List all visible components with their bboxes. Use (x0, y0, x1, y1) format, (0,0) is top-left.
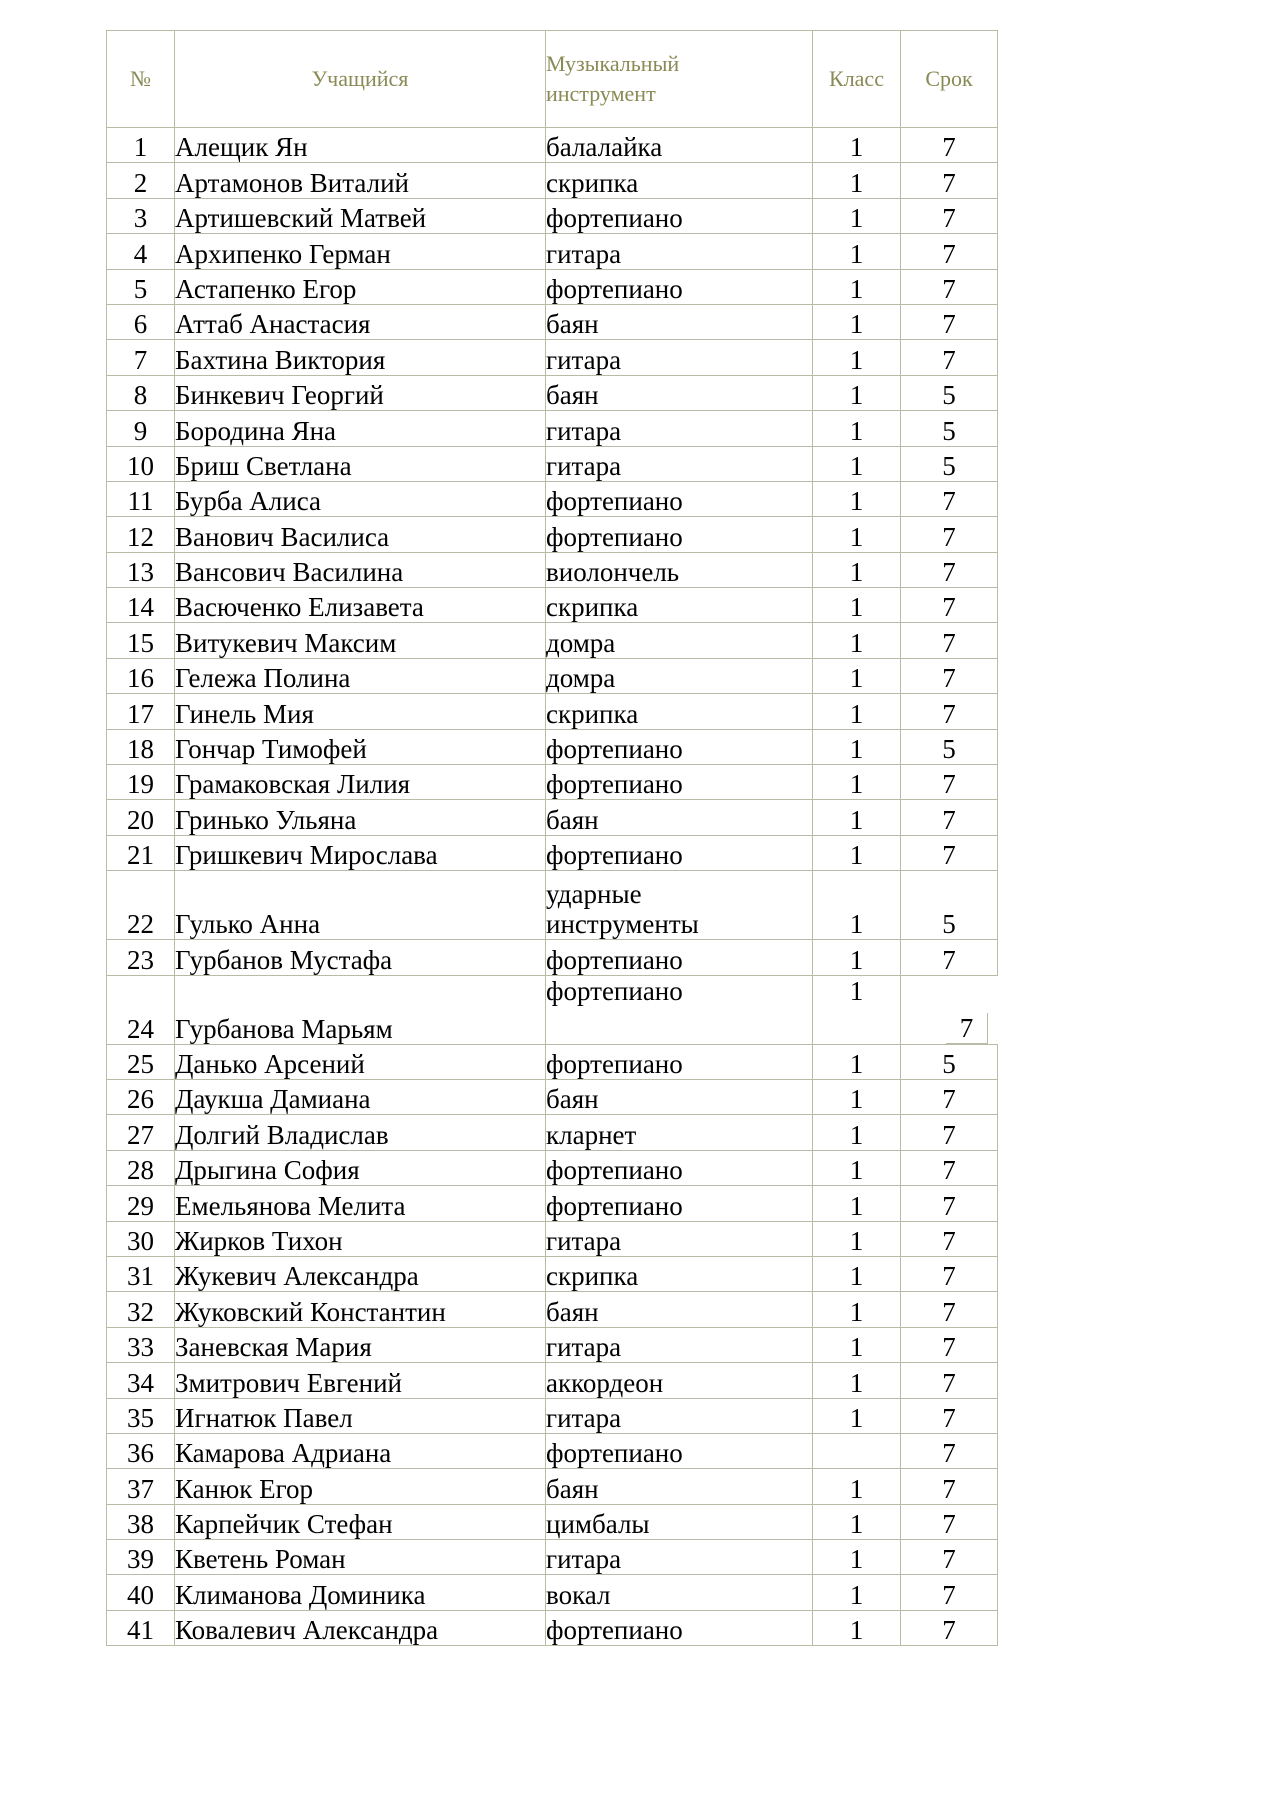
table-row (107, 1504, 998, 1539)
term-value: 7 (901, 623, 998, 658)
term-value: 7 (901, 588, 998, 623)
term-value: 7 (901, 1540, 998, 1575)
instrument (546, 871, 813, 940)
class-value: 1 (813, 835, 901, 870)
table-row (107, 1469, 998, 1504)
instrument: фортепиано (546, 481, 813, 516)
class-value: 1 (813, 765, 901, 800)
student-name: Даукша Дамиана (175, 1079, 546, 1114)
row-number: 15 (107, 623, 175, 658)
class-value: 1 (813, 1540, 901, 1575)
instrument: гитара (546, 1221, 813, 1256)
term-value: 7 (901, 517, 998, 552)
term-value: 7 (901, 234, 998, 269)
table-row (107, 1256, 998, 1291)
header-student: Учащийся (175, 31, 546, 128)
table-row (107, 1575, 998, 1610)
class-value: 1 (813, 128, 901, 163)
instrument: аккордеон (546, 1363, 813, 1398)
term-value: 7 (901, 1256, 998, 1291)
instrument: фортепиано (546, 1433, 813, 1468)
class-value: 1 (813, 1115, 901, 1150)
student-name: Алещик Ян (175, 128, 546, 163)
table-row (107, 163, 998, 198)
class-value: 1 (813, 1575, 901, 1610)
table-header-row (107, 31, 998, 128)
student-name: Камарова Адриана (175, 1433, 546, 1468)
instrument: скрипка (546, 694, 813, 729)
instrument: гитара (546, 1327, 813, 1362)
row-number: 30 (107, 1221, 175, 1256)
instrument: фортепиано (546, 975, 813, 1044)
class-value: 1 (813, 1186, 901, 1221)
table-row (107, 128, 998, 163)
term-value: 5 (901, 411, 998, 446)
row-number: 12 (107, 517, 175, 552)
header-class: Класс (813, 31, 901, 128)
table-row (107, 198, 998, 233)
row-number: 9 (107, 411, 175, 446)
student-name: Гурбанова Марьям (175, 975, 546, 1044)
class-value: 1 (813, 411, 901, 446)
table-row (107, 1292, 998, 1327)
row-number: 23 (107, 940, 175, 975)
instrument: баян (546, 800, 813, 835)
class-value: 1 (813, 658, 901, 693)
table-row (107, 1115, 998, 1150)
row-number: 2 (107, 163, 175, 198)
student-name: Гулько Анна (175, 871, 546, 940)
row-number: 39 (107, 1540, 175, 1575)
term-value: 7 (901, 481, 998, 516)
instrument: виолончель (546, 552, 813, 587)
table-row (107, 517, 998, 552)
class-value: 1 (813, 623, 901, 658)
student-name: Гринько Ульяна (175, 800, 546, 835)
class-value: 1 (813, 1363, 901, 1398)
row-number: 34 (107, 1363, 175, 1398)
instrument: баян (546, 375, 813, 410)
student-name: Бахтина Виктория (175, 340, 546, 375)
table-row (107, 1540, 998, 1575)
row-number: 18 (107, 729, 175, 764)
class-value: 1 (813, 481, 901, 516)
student-name: Заневская Мария (175, 1327, 546, 1362)
class-value: 1 (813, 234, 901, 269)
row-number: 28 (107, 1150, 175, 1185)
table-row (107, 800, 998, 835)
instrument: скрипка (546, 1256, 813, 1291)
table-row (107, 1398, 998, 1433)
term-value: 7 (901, 128, 998, 163)
table-body (107, 128, 998, 1646)
term-value: 5 (901, 1044, 998, 1079)
student-name: Гурбанов Мустафа (175, 940, 546, 975)
row-number: 8 (107, 375, 175, 410)
table-row (107, 1044, 998, 1079)
row-number: 11 (107, 481, 175, 516)
row-number: 5 (107, 269, 175, 304)
row-number: 26 (107, 1079, 175, 1114)
row-number: 20 (107, 800, 175, 835)
row-number: 41 (107, 1610, 175, 1645)
table-row (107, 1610, 998, 1645)
student-name: Данько Арсений (175, 1044, 546, 1079)
table-row (107, 446, 998, 481)
term-value: 7 (901, 198, 998, 233)
student-name: Витукевич Максим (175, 623, 546, 658)
student-name: Жукевич Александра (175, 1256, 546, 1291)
table-row (107, 481, 998, 516)
term-value: 7 (901, 552, 998, 587)
class-value: 1 (813, 800, 901, 835)
table-row (107, 765, 998, 800)
instrument: гитара (546, 411, 813, 446)
term-value: 7 (901, 1079, 998, 1114)
table-row (107, 1363, 998, 1398)
student-name: Бородина Яна (175, 411, 546, 446)
row-number: 24 (107, 975, 175, 1044)
class-value: 1 (813, 375, 901, 410)
class-value: 1 (813, 198, 901, 233)
term-value: 7 (901, 1575, 998, 1610)
student-name: Вансович Василина (175, 552, 546, 587)
instrument: фортепиано (546, 1610, 813, 1645)
instrument: фортепиано (546, 835, 813, 870)
row-number: 13 (107, 552, 175, 587)
class-value: 1 (813, 1256, 901, 1291)
student-name: Игнатюк Павел (175, 1398, 546, 1433)
row-number: 38 (107, 1504, 175, 1539)
row-number: 1 (107, 128, 175, 163)
row-number: 14 (107, 588, 175, 623)
table-row (107, 871, 998, 940)
class-value: 1 (813, 1610, 901, 1645)
class-value: 1 (813, 1221, 901, 1256)
class-value: 1 (813, 588, 901, 623)
term-value: 7 (901, 694, 998, 729)
class-value: 1 (813, 871, 901, 940)
term-value: 5 (901, 729, 998, 764)
term-value: 7 (901, 1115, 998, 1150)
row-number: 22 (107, 871, 175, 940)
instrument: балалайка (546, 128, 813, 163)
row-number: 21 (107, 835, 175, 870)
student-name: Гележа Полина (175, 658, 546, 693)
header-number: № (107, 31, 175, 128)
row-number: 6 (107, 304, 175, 339)
student-name: Кветень Роман (175, 1540, 546, 1575)
instrument: скрипка (546, 588, 813, 623)
term-value: 7 (901, 1610, 998, 1645)
table-row (107, 623, 998, 658)
instrument: гитара (546, 234, 813, 269)
term-value: 7 (901, 1504, 998, 1539)
row-number: 32 (107, 1292, 175, 1327)
table-row (107, 1150, 998, 1185)
row-number: 31 (107, 1256, 175, 1291)
student-name: Долгий Владислав (175, 1115, 546, 1150)
term-value: 7 (901, 658, 998, 693)
term-value: 7 (901, 1292, 998, 1327)
class-value: 1 (813, 1292, 901, 1327)
class-value: 1 (813, 1398, 901, 1433)
table-row (107, 1327, 998, 1362)
term-value: 5 (901, 375, 998, 410)
class-value: 1 (813, 940, 901, 975)
instrument: вокал (546, 1575, 813, 1610)
row-number: 37 (107, 1469, 175, 1504)
row-number: 16 (107, 658, 175, 693)
table-row (107, 304, 998, 339)
header-term: Срок (901, 31, 998, 128)
term-value: 7 (901, 800, 998, 835)
instrument: домра (546, 658, 813, 693)
student-name: Климанова Доминика (175, 1575, 546, 1610)
student-name: Гончар Тимофей (175, 729, 546, 764)
term-value: 7 (901, 1433, 998, 1468)
class-value: 1 (813, 1327, 901, 1362)
student-name: Змитрович Евгений (175, 1363, 546, 1398)
instrument: домра (546, 623, 813, 658)
table-row (107, 729, 998, 764)
student-name: Жуковский Константин (175, 1292, 546, 1327)
table-row (107, 234, 998, 269)
table-row (107, 269, 998, 304)
class-value: 1 (813, 1044, 901, 1079)
class-value: 1 (813, 269, 901, 304)
class-value: 1 (813, 446, 901, 481)
instrument: цимбалы (546, 1504, 813, 1539)
table-row (107, 835, 998, 870)
instrument: баян (546, 304, 813, 339)
class-value: 1 (813, 729, 901, 764)
instrument: фортепиано (546, 1044, 813, 1079)
instrument: баян (546, 1079, 813, 1114)
row-number: 27 (107, 1115, 175, 1150)
table-row (107, 940, 998, 975)
term-value: 5 (901, 871, 998, 940)
class-value: 1 (813, 1504, 901, 1539)
student-name: Бинкевич Георгий (175, 375, 546, 410)
student-name: Артишевский Матвей (175, 198, 546, 233)
term-value: 7 (901, 1363, 998, 1398)
student-name: Карпейчик Стефан (175, 1504, 546, 1539)
term-value: 7 (901, 940, 998, 975)
row-number: 40 (107, 1575, 175, 1610)
class-value: 1 (813, 340, 901, 375)
instrument: фортепиано (546, 765, 813, 800)
student-name: Васюченко Елизавета (175, 588, 546, 623)
term-value: 7 (901, 1221, 998, 1256)
student-name: Бурба Алиса (175, 481, 546, 516)
instrument: гитара (546, 1398, 813, 1433)
header-instrument (546, 31, 813, 128)
table-row (107, 552, 998, 587)
instrument-line2: инструменты (546, 909, 699, 940)
table-row (107, 1433, 998, 1468)
student-name: Ванович Василиса (175, 517, 546, 552)
student-name: Грамаковская Лилия (175, 765, 546, 800)
class-value: 1 (813, 552, 901, 587)
term-value (901, 975, 998, 1044)
student-name: Емельянова Мелита (175, 1186, 546, 1221)
student-name: Астапенко Егор (175, 269, 546, 304)
student-name: Аттаб Анастасия (175, 304, 546, 339)
row-number: 3 (107, 198, 175, 233)
row-number: 25 (107, 1044, 175, 1079)
class-value: 1 (813, 163, 901, 198)
instrument: фортепиано (546, 1150, 813, 1185)
student-name: Канюк Егор (175, 1469, 546, 1504)
table-row (107, 694, 998, 729)
table-row (107, 340, 998, 375)
student-name: Бриш Светлана (175, 446, 546, 481)
row-number: 33 (107, 1327, 175, 1362)
student-name: Гинель Мия (175, 694, 546, 729)
term-value: 5 (901, 446, 998, 481)
term-value: 7 (901, 304, 998, 339)
row-number: 10 (107, 446, 175, 481)
class-value: 1 (813, 694, 901, 729)
row-number: 7 (107, 340, 175, 375)
term-value: 7 (901, 163, 998, 198)
row-number: 35 (107, 1398, 175, 1433)
table-row (107, 588, 998, 623)
instrument: фортепиано (546, 198, 813, 233)
class-value: 1 (813, 304, 901, 339)
term-value-text: 7 (946, 1013, 989, 1044)
student-name: Гришкевич Мирослава (175, 835, 546, 870)
row-number: 17 (107, 694, 175, 729)
instrument: баян (546, 1469, 813, 1504)
instrument: фортепиано (546, 940, 813, 975)
term-value: 7 (901, 1398, 998, 1433)
row-number: 4 (107, 234, 175, 269)
header-instrument-line2: инструмент (546, 81, 656, 106)
student-name: Архипенко Герман (175, 234, 546, 269)
table-row (107, 1079, 998, 1114)
class-value: 1 (813, 1469, 901, 1504)
term-value: 7 (901, 340, 998, 375)
students-table (106, 30, 998, 1646)
instrument: фортепиано (546, 729, 813, 764)
instrument: скрипка (546, 163, 813, 198)
term-value: 7 (901, 1186, 998, 1221)
term-value: 7 (901, 1327, 998, 1362)
term-value: 7 (901, 835, 998, 870)
term-value: 7 (901, 1469, 998, 1504)
instrument: баян (546, 1292, 813, 1327)
instrument: гитара (546, 340, 813, 375)
term-value: 7 (901, 269, 998, 304)
instrument: фортепиано (546, 1186, 813, 1221)
student-name: Дрыгина София (175, 1150, 546, 1185)
instrument: гитара (546, 1540, 813, 1575)
table-row (107, 375, 998, 410)
table-row (107, 1186, 998, 1221)
table-row (107, 411, 998, 446)
term-value: 7 (901, 1150, 998, 1185)
term-value: 7 (901, 765, 998, 800)
student-name: Ковалевич Александра (175, 1610, 546, 1645)
instrument-line1: ударные (546, 879, 642, 910)
student-name: Артамонов Виталий (175, 163, 546, 198)
instrument: фортепиано (546, 269, 813, 304)
instrument: кларнет (546, 1115, 813, 1150)
instrument: гитара (546, 446, 813, 481)
header-instrument-line1: Музыкальный (546, 51, 680, 76)
class-value: 1 (813, 1079, 901, 1114)
class-value (813, 1433, 901, 1468)
row-number: 19 (107, 765, 175, 800)
class-value: 1 (813, 975, 901, 1044)
row-number: 36 (107, 1433, 175, 1468)
class-value: 1 (813, 1150, 901, 1185)
class-value: 1 (813, 517, 901, 552)
row-number: 29 (107, 1186, 175, 1221)
instrument: фортепиано (546, 517, 813, 552)
student-name: Жирков Тихон (175, 1221, 546, 1256)
table-row (107, 975, 998, 1044)
table-row (107, 658, 998, 693)
table-row (107, 1221, 998, 1256)
